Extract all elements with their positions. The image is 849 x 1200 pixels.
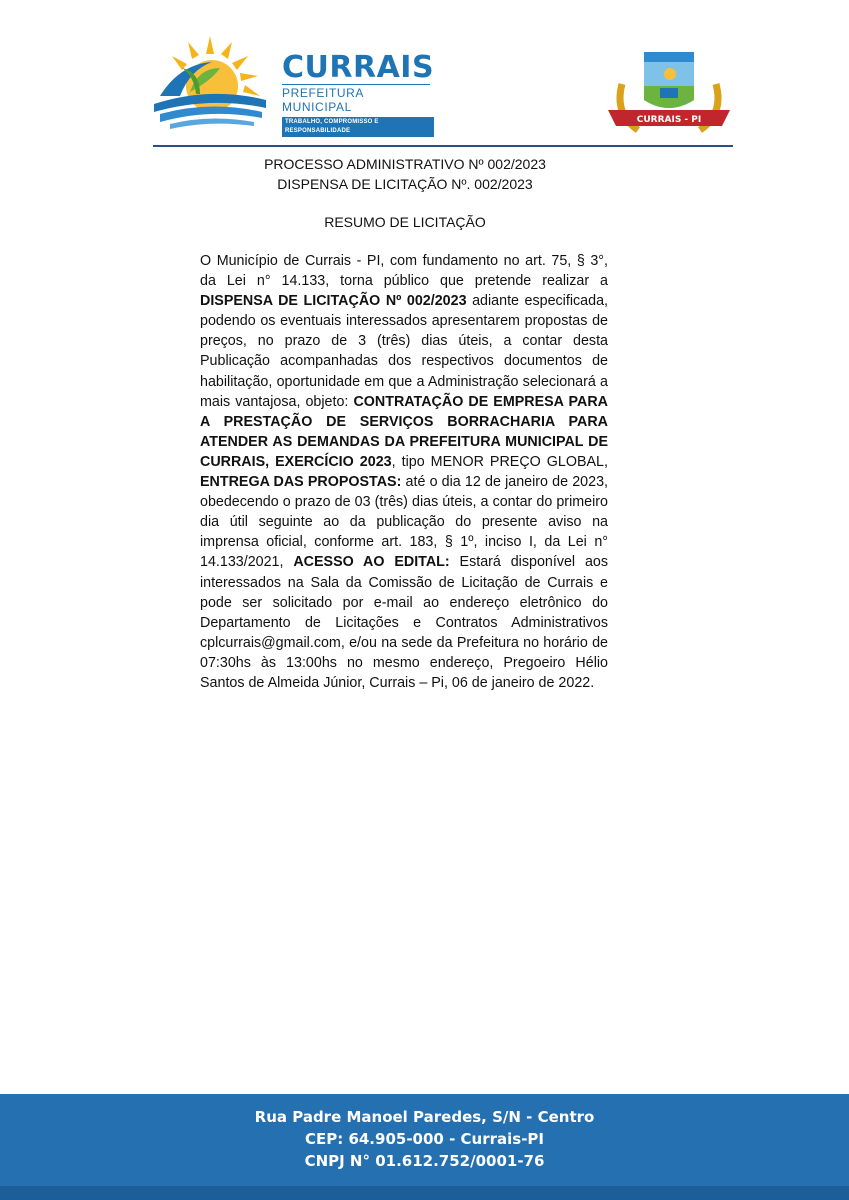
brand-name: CURRAIS [282, 50, 435, 85]
body-text-1: O Município de Currais - PI, com fundamento no art. 75, § 3°, da Lei n° 14.133, torna público que pretende realizar a [200, 253, 608, 290]
body-text-5: Estará disponível aos interessados na Sala da Comissão de Licitação de Currais e pode ser solicitado por e-mail ao endereço eletrônico do Departamento de Licitações e Contratos Administrativos cplcurrais@gmail.com, e/ou na sede da Prefeitura no horário de 07:30hs às 13:00hs no mesmo endereço, Pregoeiro Hélio Santos de Almeida Júnior, Currais – Pi, 06 de janeiro de 2022. [200, 554, 609, 691]
body-bold-objeto: CONTRATAÇÃO DE EMPRESA PARA A PRESTAÇÃO DE SERVIÇOS BORRACHARIA PARA ATENDER AS DEMANDAS DA PREFEITURA MUNICIPAL DE CURRAIS, EXERCÍCIO 2023 [200, 393, 608, 470]
currais-logo-emblem-icon [150, 34, 270, 130]
brand-subtitle: PREFEITURA MUNICIPAL [282, 84, 430, 114]
footer-cep: CEP: 64.905-000 - Currais-PI [304, 1130, 545, 1148]
footer-address: Rua Padre Manoel Paredes, S/N - Centro [254, 1108, 595, 1126]
municipal-crest-icon [604, 44, 734, 136]
document-title [200, 154, 610, 194]
notice-body [200, 251, 608, 693]
brand-tagline: TRABALHO, COMPROMISSO E RESPONSABILIDADE [282, 117, 434, 137]
body-bold-dispensa: DISPENSA DE LICITAÇÃO Nº 002/2023 [200, 293, 467, 310]
body-text-3: , tipo MENOR PREÇO GLOBAL, [391, 453, 608, 470]
footer-cnpj: CNPJ N° 01.612.752/0001-76 [304, 1152, 545, 1170]
header-divider [153, 145, 733, 147]
body-bold-entrega: ENTREGA DAS PROPOSTAS: [200, 474, 402, 491]
footer-band [0, 1186, 849, 1200]
title-line-process: PROCESSO ADMINISTRATIVO Nº 002/2023 [264, 156, 546, 172]
crest-label: CURRAIS - PI [636, 115, 702, 125]
body-text-2: adiante especificada, podendo os eventuais interessados apresentarem propostas de preços, no prazo de 3 (três) dias úteis, a contar desta Publicação acompanhadas dos respectivos documentos de habilitação, oportunidade em que a Administração selecionará a mais vantajosa, objeto: [200, 293, 608, 410]
body-text-4: até o dia 12 de janeiro de 2023, obedecendo o prazo de 03 (três) dias úteis, a contar do primeiro dia útil seguinte ao da publicação do presente aviso na imprensa oficial, conforme art. 183, § 1º, inciso I, da Lei n° 14.133/2021, [200, 474, 608, 571]
body-bold-acesso: ACESSO AO EDITAL: [293, 554, 450, 571]
document-subtitle: RESUMO DE LICITAÇÃO [324, 214, 486, 230]
title-line-dispensa: DISPENSA DE LICITAÇÃO Nº. 002/2023 [277, 176, 533, 192]
footer-contact [0, 1106, 849, 1172]
brand-block [282, 52, 438, 137]
page-footer [0, 1094, 849, 1200]
letterhead [0, 0, 849, 150]
